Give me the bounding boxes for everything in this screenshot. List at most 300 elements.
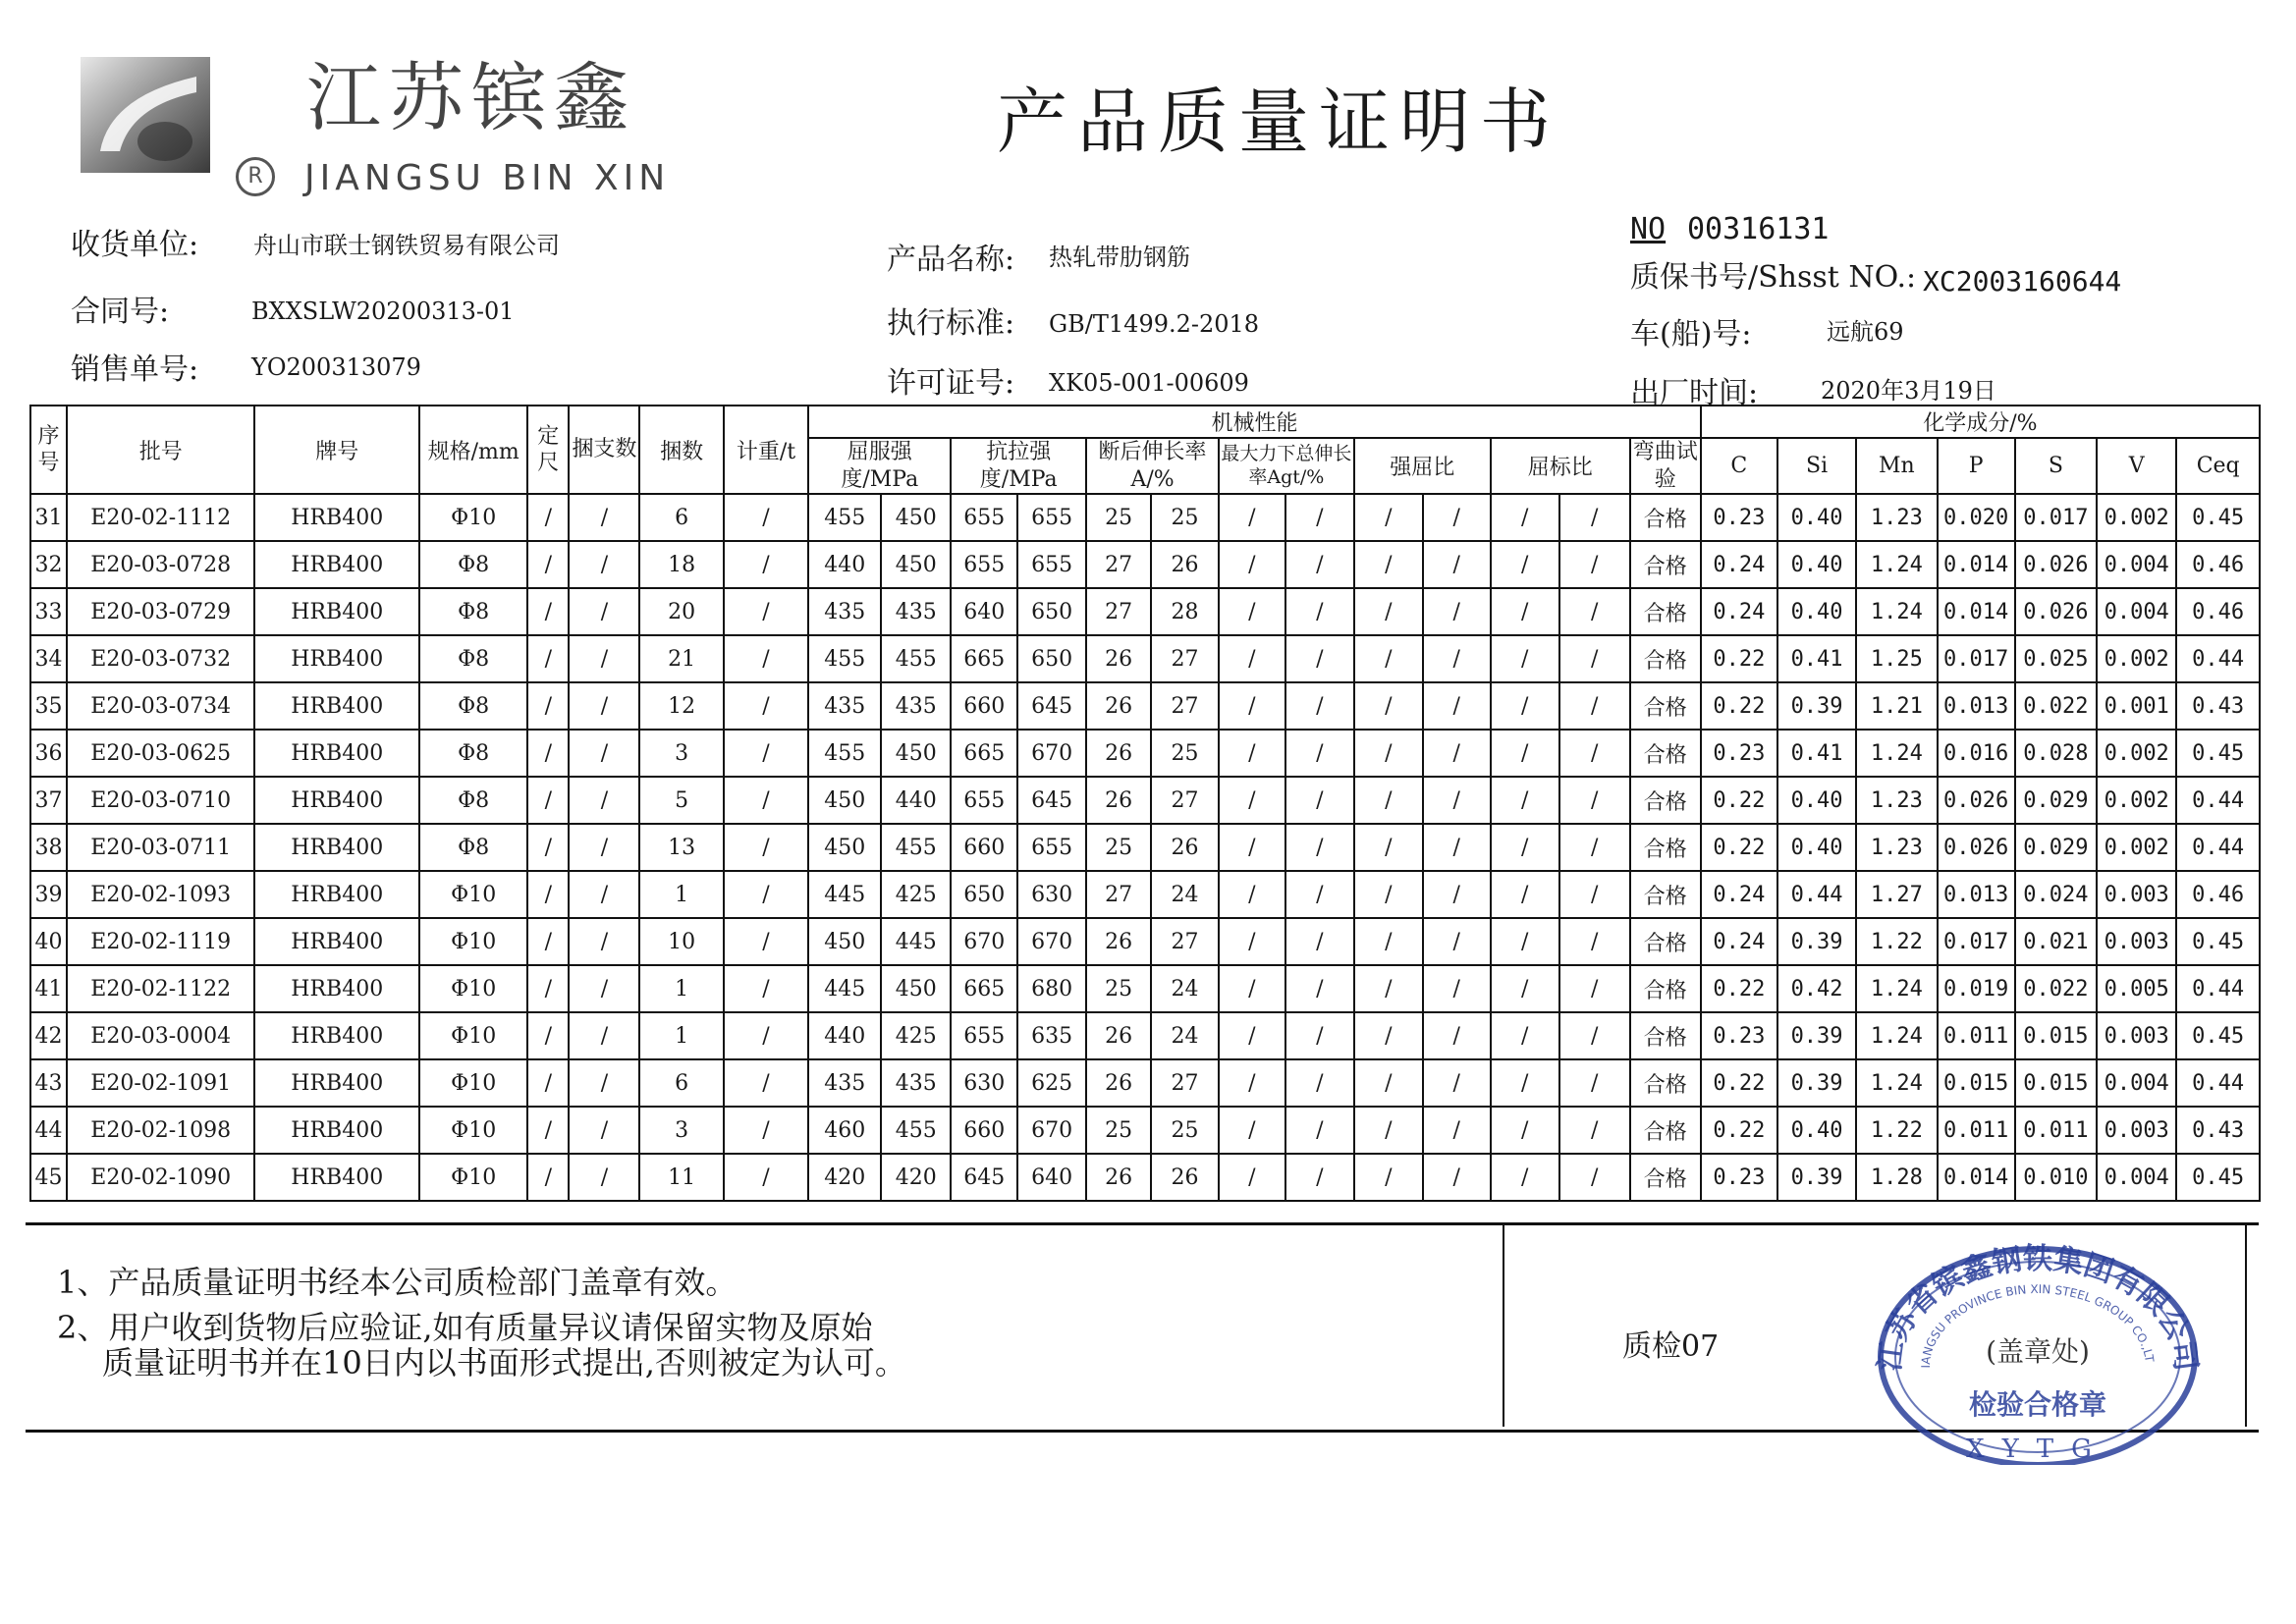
table-cell: / bbox=[1219, 777, 1285, 824]
header-grade: 牌号 bbox=[254, 406, 419, 494]
table-cell: E20-03-0625 bbox=[67, 730, 254, 777]
table-cell: 0.017 bbox=[2015, 494, 2097, 541]
table-cell: 27 bbox=[1151, 1059, 1219, 1107]
table-cell: 1.24 bbox=[1856, 1059, 1937, 1107]
table-cell: Φ10 bbox=[419, 1154, 527, 1201]
table-cell: / bbox=[1559, 1154, 1630, 1201]
table-cell: 26 bbox=[1086, 1059, 1151, 1107]
brand-name-en: JIANGSU BIN XIN bbox=[304, 158, 671, 198]
table-cell: 0.026 bbox=[2015, 588, 2097, 635]
table-cell: Φ10 bbox=[419, 1012, 527, 1059]
table-cell: 21 bbox=[639, 635, 723, 682]
table-cell: 450 bbox=[881, 541, 951, 588]
table-cell: 645 bbox=[1017, 682, 1086, 730]
table-cell: / bbox=[1354, 588, 1423, 635]
cert-value: XC2003160644 bbox=[1923, 265, 2122, 298]
cert-label: 质保书号/Shsst NO.: bbox=[1630, 260, 1917, 295]
table-cell: 合格 bbox=[1630, 1154, 1701, 1201]
stamp-code: XYTG bbox=[1966, 1435, 2109, 1464]
table-cell: 38 bbox=[30, 824, 67, 871]
table-cell: 670 bbox=[1017, 730, 1086, 777]
table-cell: / bbox=[569, 965, 639, 1012]
table-cell: / bbox=[1559, 588, 1630, 635]
table-cell: 0.029 bbox=[2015, 824, 2097, 871]
table-cell: / bbox=[1354, 871, 1423, 918]
table-cell: / bbox=[1285, 1012, 1354, 1059]
table-cell: 13 bbox=[639, 824, 723, 871]
table-cell: 0.22 bbox=[1701, 965, 1777, 1012]
table-cell: Φ10 bbox=[419, 871, 527, 918]
table-cell: / bbox=[527, 871, 569, 918]
header-ceq: Ceq bbox=[2176, 438, 2260, 494]
table-cell: 0.39 bbox=[1777, 682, 1856, 730]
table-cell: / bbox=[569, 1154, 639, 1201]
table-cell: 1.24 bbox=[1856, 965, 1937, 1012]
table-cell: 6 bbox=[639, 1059, 723, 1107]
table-cell: 660 bbox=[951, 682, 1017, 730]
table-cell: 27 bbox=[1086, 871, 1151, 918]
table-cell: 455 bbox=[881, 635, 951, 682]
table-cell: 0.23 bbox=[1701, 730, 1777, 777]
table-cell: 0.013 bbox=[1938, 871, 2015, 918]
table-cell: 455 bbox=[808, 730, 881, 777]
table-cell: / bbox=[1423, 1012, 1491, 1059]
table-cell: 24 bbox=[1151, 1012, 1219, 1059]
table-cell: 26 bbox=[1086, 1154, 1151, 1201]
table-cell: 635 bbox=[1017, 1012, 1086, 1059]
table-cell: / bbox=[1491, 824, 1559, 871]
header-bundles: 捆数 bbox=[639, 406, 723, 494]
table-row bbox=[30, 1154, 2260, 1201]
table-cell: 27 bbox=[1151, 682, 1219, 730]
table-cell: 450 bbox=[881, 730, 951, 777]
table-cell: / bbox=[1491, 588, 1559, 635]
table-cell: 34 bbox=[30, 635, 67, 682]
table-cell: 0.22 bbox=[1701, 824, 1777, 871]
header-mechanical: 机械性能 bbox=[808, 406, 1701, 438]
header-s: S bbox=[2015, 438, 2097, 494]
table-cell: 0.22 bbox=[1701, 777, 1777, 824]
table-cell: 0.002 bbox=[2097, 730, 2176, 777]
table-cell: 0.025 bbox=[2015, 635, 2097, 682]
table-cell: 0.39 bbox=[1777, 918, 1856, 965]
table-cell: 0.004 bbox=[2097, 588, 2176, 635]
table-cell: / bbox=[724, 824, 808, 871]
contract-value: BXXSLW20200313-01 bbox=[251, 298, 515, 325]
table-cell: 18 bbox=[639, 541, 723, 588]
table-cell: 1.25 bbox=[1856, 635, 1937, 682]
table-cell: / bbox=[569, 588, 639, 635]
table-cell: 0.24 bbox=[1701, 541, 1777, 588]
table-cell: / bbox=[724, 777, 808, 824]
table-cell: / bbox=[569, 1012, 639, 1059]
table-cell: 1.24 bbox=[1856, 541, 1937, 588]
table-cell: 420 bbox=[808, 1154, 881, 1201]
footer-note-3: 质量证明书并在10日内以书面形式提出,否则被定为认可。 bbox=[102, 1344, 906, 1381]
table-cell: / bbox=[1354, 635, 1423, 682]
table-cell: 0.40 bbox=[1777, 541, 1856, 588]
table-cell: 0.39 bbox=[1777, 1154, 1856, 1201]
table-cell: / bbox=[724, 1012, 808, 1059]
table-cell: 27 bbox=[1086, 541, 1151, 588]
table-cell: / bbox=[527, 1059, 569, 1107]
table-cell: / bbox=[724, 918, 808, 965]
table-cell: / bbox=[1491, 1059, 1559, 1107]
table-cell: 5 bbox=[639, 777, 723, 824]
table-cell: / bbox=[1219, 494, 1285, 541]
table-row bbox=[30, 871, 2260, 918]
table-cell: / bbox=[1354, 1059, 1423, 1107]
table-cell: 39 bbox=[30, 871, 67, 918]
table-cell: / bbox=[1559, 682, 1630, 730]
table-cell: 460 bbox=[808, 1107, 881, 1154]
table-cell: 0.014 bbox=[1938, 588, 2015, 635]
header-v: V bbox=[2097, 438, 2176, 494]
table-cell: / bbox=[1491, 965, 1559, 1012]
table-cell: 0.004 bbox=[2097, 541, 2176, 588]
table-cell: Φ8 bbox=[419, 541, 527, 588]
table-cell: E20-03-0732 bbox=[67, 635, 254, 682]
table-cell: E20-02-1091 bbox=[67, 1059, 254, 1107]
table-cell: 660 bbox=[951, 1107, 1017, 1154]
product-label: 产品名称: bbox=[887, 243, 1015, 277]
table-cell: / bbox=[1285, 777, 1354, 824]
vehicle-value: 远航69 bbox=[1827, 318, 1904, 346]
table-cell: / bbox=[1491, 1154, 1559, 1201]
table-cell: 0.014 bbox=[1938, 541, 2015, 588]
table-cell: 26 bbox=[1086, 635, 1151, 682]
table-cell: 3 bbox=[639, 1107, 723, 1154]
table-cell: 0.44 bbox=[2176, 965, 2260, 1012]
table-cell: / bbox=[1354, 682, 1423, 730]
table-cell: 640 bbox=[951, 588, 1017, 635]
table-cell: 0.23 bbox=[1701, 1154, 1777, 1201]
table-cell: / bbox=[1285, 635, 1354, 682]
table-cell: 合格 bbox=[1630, 730, 1701, 777]
table-cell: E20-02-1122 bbox=[67, 965, 254, 1012]
table-cell: 1 bbox=[639, 1012, 723, 1059]
table-row bbox=[30, 1059, 2260, 1107]
table-cell: 645 bbox=[1017, 777, 1086, 824]
table-cell: / bbox=[1491, 494, 1559, 541]
table-cell: 0.22 bbox=[1701, 1059, 1777, 1107]
table-cell: E20-03-0711 bbox=[67, 824, 254, 871]
consignee-label: 收货单位: bbox=[71, 228, 199, 262]
table-cell: / bbox=[1354, 918, 1423, 965]
table-cell: 435 bbox=[808, 1059, 881, 1107]
table-cell: 655 bbox=[951, 1012, 1017, 1059]
table-cell: HRB400 bbox=[254, 541, 419, 588]
table-cell: 0.45 bbox=[2176, 730, 2260, 777]
table-cell: HRB400 bbox=[254, 1107, 419, 1154]
table-cell: 3 bbox=[639, 730, 723, 777]
table-cell: 合格 bbox=[1630, 1107, 1701, 1154]
table-cell: / bbox=[724, 730, 808, 777]
table-cell: / bbox=[1354, 777, 1423, 824]
table-cell: E20-02-1119 bbox=[67, 918, 254, 965]
table-cell: 425 bbox=[881, 871, 951, 918]
header-weight: 计重/t bbox=[724, 406, 808, 494]
table-cell: / bbox=[1354, 1012, 1423, 1059]
table-cell: / bbox=[1559, 918, 1630, 965]
table-cell: 合格 bbox=[1630, 1059, 1701, 1107]
table-cell: / bbox=[569, 494, 639, 541]
table-cell: 630 bbox=[951, 1059, 1017, 1107]
table-cell: / bbox=[1559, 824, 1630, 871]
table-row bbox=[30, 918, 2260, 965]
header-agt: 最大力下总伸长率Agt/% bbox=[1219, 438, 1354, 494]
table-cell: / bbox=[1491, 918, 1559, 965]
table-cell: / bbox=[1491, 730, 1559, 777]
table-cell: 0.011 bbox=[2015, 1107, 2097, 1154]
table-cell: 1.23 bbox=[1856, 777, 1937, 824]
table-cell: / bbox=[1354, 1154, 1423, 1201]
license-label: 许可证号: bbox=[887, 366, 1015, 401]
table-cell: 0.011 bbox=[1938, 1012, 2015, 1059]
table-cell: / bbox=[1219, 635, 1285, 682]
table-cell: 665 bbox=[951, 730, 1017, 777]
table-cell: HRB400 bbox=[254, 965, 419, 1012]
table-cell: 0.017 bbox=[1938, 635, 2015, 682]
table-cell: / bbox=[527, 588, 569, 635]
table-cell: 0.41 bbox=[1777, 635, 1856, 682]
table-cell: 0.44 bbox=[2176, 635, 2260, 682]
table-cell: 450 bbox=[808, 824, 881, 871]
table-cell: / bbox=[1559, 635, 1630, 682]
table-cell: 0.015 bbox=[2015, 1059, 2097, 1107]
table-body bbox=[30, 494, 2260, 1201]
table-cell: 0.022 bbox=[2015, 682, 2097, 730]
table-cell: 1.22 bbox=[1856, 918, 1937, 965]
stamp-text-en: IANGSU PROVINCE BIN XIN STEEL GROUP CO.,LT bbox=[1918, 1281, 2157, 1369]
table-cell: 0.23 bbox=[1701, 1012, 1777, 1059]
table-cell: 25 bbox=[1151, 494, 1219, 541]
inspection-stamp bbox=[1861, 1229, 2214, 1465]
table-cell: / bbox=[724, 965, 808, 1012]
table-cell: HRB400 bbox=[254, 682, 419, 730]
table-cell: 0.40 bbox=[1777, 494, 1856, 541]
table-cell: 0.021 bbox=[2015, 918, 2097, 965]
header-seq: 序号 bbox=[30, 406, 67, 494]
table-cell: 0.003 bbox=[2097, 1107, 2176, 1154]
table-cell: / bbox=[1559, 871, 1630, 918]
table-cell: 0.004 bbox=[2097, 1154, 2176, 1201]
table-cell: 26 bbox=[1151, 1154, 1219, 1201]
company-logo bbox=[81, 57, 210, 173]
header-mn: Mn bbox=[1856, 438, 1937, 494]
header-per-bundle: 捆支数 bbox=[569, 406, 639, 494]
table-cell: 0.46 bbox=[2176, 588, 2260, 635]
table-cell: 0.015 bbox=[2015, 1012, 2097, 1059]
table-cell: 45 bbox=[30, 1154, 67, 1201]
table-cell: / bbox=[1423, 730, 1491, 777]
table-cell: 0.026 bbox=[1938, 824, 2015, 871]
table-cell: 0.39 bbox=[1777, 1059, 1856, 1107]
table-cell: 41 bbox=[30, 965, 67, 1012]
table-cell: HRB400 bbox=[254, 1012, 419, 1059]
table-cell: 0.003 bbox=[2097, 871, 2176, 918]
table-cell: 625 bbox=[1017, 1059, 1086, 1107]
table-cell: 11 bbox=[639, 1154, 723, 1201]
table-cell: 1.28 bbox=[1856, 1154, 1937, 1201]
table-cell: 0.005 bbox=[2097, 965, 2176, 1012]
table-cell: 0.011 bbox=[1938, 1107, 2015, 1154]
table-cell: / bbox=[724, 1154, 808, 1201]
table-cell: / bbox=[1491, 682, 1559, 730]
table-cell: 0.002 bbox=[2097, 824, 2176, 871]
table-row bbox=[30, 730, 2260, 777]
table-cell: 1.24 bbox=[1856, 730, 1937, 777]
table-cell: / bbox=[1285, 1107, 1354, 1154]
table-cell: 0.020 bbox=[1938, 494, 2015, 541]
table-cell: Φ8 bbox=[419, 682, 527, 730]
table-cell: 1.22 bbox=[1856, 1107, 1937, 1154]
table-cell: Φ10 bbox=[419, 1059, 527, 1107]
table-cell: 1.24 bbox=[1856, 588, 1937, 635]
table-cell: 43 bbox=[30, 1059, 67, 1107]
header-si: Si bbox=[1777, 438, 1856, 494]
table-cell: / bbox=[1559, 777, 1630, 824]
table-cell: HRB400 bbox=[254, 1059, 419, 1107]
table-cell: / bbox=[527, 635, 569, 682]
table-cell: 450 bbox=[808, 918, 881, 965]
table-cell: / bbox=[1354, 1107, 1423, 1154]
table-cell: 合格 bbox=[1630, 824, 1701, 871]
table-cell: 0.002 bbox=[2097, 494, 2176, 541]
table-cell: / bbox=[1219, 965, 1285, 1012]
table-cell: 0.026 bbox=[2015, 541, 2097, 588]
table-cell: / bbox=[527, 777, 569, 824]
table-cell: 26 bbox=[1086, 918, 1151, 965]
product-value: 热轧带肋钢筋 bbox=[1049, 244, 1190, 271]
table-cell: 0.40 bbox=[1777, 588, 1856, 635]
table-cell: / bbox=[1219, 588, 1285, 635]
table-cell: / bbox=[527, 494, 569, 541]
table-cell: 26 bbox=[1086, 777, 1151, 824]
table-cell: / bbox=[527, 541, 569, 588]
table-cell: / bbox=[1285, 730, 1354, 777]
table-cell: 670 bbox=[1017, 918, 1086, 965]
table-cell: 24 bbox=[1151, 871, 1219, 918]
table-cell: 合格 bbox=[1630, 541, 1701, 588]
table-cell: 655 bbox=[1017, 494, 1086, 541]
table-row bbox=[30, 777, 2260, 824]
quality-table bbox=[29, 405, 2261, 1202]
table-cell: / bbox=[569, 730, 639, 777]
table-cell: / bbox=[1285, 871, 1354, 918]
table-cell: 合格 bbox=[1630, 918, 1701, 965]
table-cell: / bbox=[1423, 824, 1491, 871]
table-cell: 655 bbox=[1017, 541, 1086, 588]
table-cell: 435 bbox=[881, 588, 951, 635]
table-cell: 425 bbox=[881, 1012, 951, 1059]
vehicle-label: 车(船)号: bbox=[1630, 317, 1752, 352]
footer-note-2: 2、用户收到货物后应验证,如有质量异议请保留实物及原始 bbox=[57, 1309, 873, 1346]
table-cell: 650 bbox=[1017, 588, 1086, 635]
table-cell: / bbox=[1354, 494, 1423, 541]
table-cell: 435 bbox=[808, 682, 881, 730]
table-cell: E20-02-1090 bbox=[67, 1154, 254, 1201]
table-cell: 630 bbox=[1017, 871, 1086, 918]
table-cell: / bbox=[1219, 871, 1285, 918]
table-cell: / bbox=[1219, 1012, 1285, 1059]
table-cell: Φ8 bbox=[419, 730, 527, 777]
table-cell: / bbox=[724, 588, 808, 635]
table-cell: 670 bbox=[1017, 1107, 1086, 1154]
table-row bbox=[30, 682, 2260, 730]
table-cell: Φ10 bbox=[419, 965, 527, 1012]
table-cell: 455 bbox=[881, 824, 951, 871]
table-cell: / bbox=[1423, 494, 1491, 541]
table-cell: 0.026 bbox=[1938, 777, 2015, 824]
table-cell: 26 bbox=[1086, 682, 1151, 730]
table-cell: 0.002 bbox=[2097, 635, 2176, 682]
table-cell: HRB400 bbox=[254, 777, 419, 824]
table-cell: 1.24 bbox=[1856, 1012, 1937, 1059]
table-cell: 0.43 bbox=[2176, 1107, 2260, 1154]
table-cell: / bbox=[1491, 777, 1559, 824]
table-cell: 0.22 bbox=[1701, 1107, 1777, 1154]
table-cell: 27 bbox=[1151, 777, 1219, 824]
table-cell: 0.44 bbox=[2176, 1059, 2260, 1107]
table-cell: 435 bbox=[881, 682, 951, 730]
table-cell: / bbox=[1423, 1107, 1491, 1154]
table-cell: 1.21 bbox=[1856, 682, 1937, 730]
table-cell: / bbox=[1285, 1154, 1354, 1201]
table-cell: 0.45 bbox=[2176, 918, 2260, 965]
table-cell: / bbox=[1219, 730, 1285, 777]
table-cell: / bbox=[1219, 1107, 1285, 1154]
table-cell: 1 bbox=[639, 965, 723, 1012]
table-row bbox=[30, 965, 2260, 1012]
table-cell: 12 bbox=[639, 682, 723, 730]
table-cell: 670 bbox=[951, 918, 1017, 965]
table-cell: / bbox=[724, 541, 808, 588]
table-cell: 36 bbox=[30, 730, 67, 777]
table-cell: 32 bbox=[30, 541, 67, 588]
table-cell: 435 bbox=[808, 588, 881, 635]
table-cell: / bbox=[1491, 541, 1559, 588]
table-cell: 655 bbox=[1017, 824, 1086, 871]
table-row bbox=[30, 541, 2260, 588]
table-cell: 650 bbox=[1017, 635, 1086, 682]
table-cell: / bbox=[1285, 682, 1354, 730]
table-cell: 0.022 bbox=[2015, 965, 2097, 1012]
table-cell: / bbox=[569, 635, 639, 682]
stamp-center: (盖章处) bbox=[1986, 1335, 2090, 1368]
table-cell: 20 bbox=[639, 588, 723, 635]
table-cell: / bbox=[1354, 824, 1423, 871]
table-cell: / bbox=[724, 1107, 808, 1154]
table-cell: 26 bbox=[1151, 824, 1219, 871]
table-cell: / bbox=[527, 824, 569, 871]
brand-name-cn: 江苏镔鑫 bbox=[306, 54, 636, 141]
table-cell: 0.013 bbox=[1938, 682, 2015, 730]
document-title: 产品质量证明书 bbox=[997, 81, 1561, 163]
table-cell: Φ8 bbox=[419, 777, 527, 824]
table-cell: 0.39 bbox=[1777, 1012, 1856, 1059]
table-cell: 0.40 bbox=[1777, 777, 1856, 824]
table-cell: 665 bbox=[951, 635, 1017, 682]
header-ratio2: 屈标比 bbox=[1491, 438, 1630, 494]
stamp-bottom: 检验合格章 bbox=[1968, 1388, 2107, 1421]
contract-label: 合同号: bbox=[71, 295, 170, 329]
standard-label: 执行标准: bbox=[887, 306, 1015, 341]
table-cell: E20-03-0729 bbox=[67, 588, 254, 635]
table-cell: 455 bbox=[808, 635, 881, 682]
table-cell: 660 bbox=[951, 824, 1017, 871]
table-cell: 25 bbox=[1086, 1107, 1151, 1154]
